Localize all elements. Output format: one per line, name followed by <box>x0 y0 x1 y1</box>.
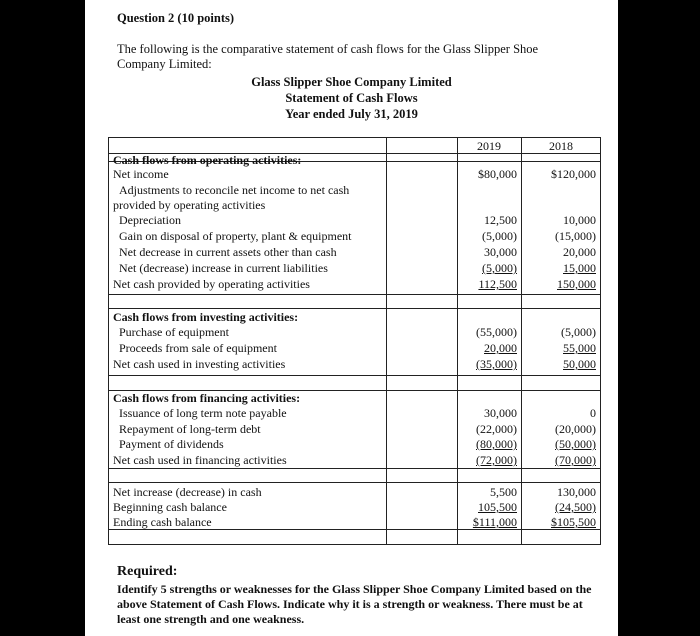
investing-net-label: Net cash used in investing activities <box>113 357 286 371</box>
dividends-2019: (80,000) <box>476 437 517 451</box>
question-intro: The following is the comparative statement of cash flows for the Glass Slipper Shoe Company Limited: <box>117 42 539 71</box>
financing-net-2019: (72,000) <box>476 453 517 467</box>
investing-heading: Cash flows from investing activities: <box>113 310 299 324</box>
current-liabilities-label: Net (decrease) increase in current liabilities <box>119 261 328 275</box>
document-page <box>85 0 618 636</box>
beginning-cash-label: Beginning cash balance <box>113 500 227 514</box>
gain-label: Gain on disposal of property, plant & equipment <box>119 229 352 243</box>
adjustments-label-2: provided by operating activities <box>113 198 266 212</box>
depreciation-label: Depreciation <box>119 213 181 227</box>
depreciation-2019: 12,500 <box>484 213 517 227</box>
repayment-label: Repayment of long-term debt <box>119 422 261 436</box>
ending-cash-2018: $105,500 <box>551 515 596 529</box>
net-income-label: Net income <box>113 167 169 181</box>
current-liabilities-2018: 15,000 <box>563 261 596 275</box>
proceeds-2019: 20,000 <box>484 341 517 355</box>
statement-name: Statement of Cash Flows <box>285 91 418 105</box>
proceeds-label: Proceeds from sale of equipment <box>119 341 277 355</box>
gain-2019: (5,000) <box>482 229 517 243</box>
operating-net-2019: 112,500 <box>478 277 517 291</box>
gain-2018: (15,000) <box>555 229 596 243</box>
purchase-label: Purchase of equipment <box>119 325 229 339</box>
proceeds-2018: 55,000 <box>563 341 596 355</box>
ending-cash-label: Ending cash balance <box>113 515 212 529</box>
operating-net-2018: 150,000 <box>557 277 596 291</box>
net-income-2019: $80,000 <box>478 167 517 181</box>
current-assets-label: Net decrease in current assets other than cash <box>119 245 337 259</box>
required-text: Identify 5 strengths or weaknesses for the Glass Slipper Shoe Company Limited based on the above Statement of Cash Flows. Indicate why it is a strength or weakness. There must be at least one strength and one weakness. <box>117 582 592 626</box>
dividends-2018: (50,000) <box>555 437 596 451</box>
purchase-2018: (5,000) <box>561 325 596 339</box>
issuance-2019: 30,000 <box>484 406 517 420</box>
operating-net-label: Net cash provided by operating activities <box>113 277 310 291</box>
col-2019-header: 2019 <box>477 139 501 153</box>
investing-net-2018: 50,000 <box>563 357 596 371</box>
company-name: Glass Slipper Shoe Company Limited <box>251 75 452 89</box>
cash-flow-table <box>108 137 601 545</box>
net-change-2018: 130,000 <box>557 485 596 499</box>
repayment-2018: (20,000) <box>555 422 596 436</box>
net-change-2019: 5,500 <box>490 485 517 499</box>
ending-cash-2019: $111,000 <box>472 515 517 529</box>
issuance-2018: 0 <box>590 406 596 420</box>
financing-heading: Cash flows from financing activities: <box>113 391 301 405</box>
statement-period: Year ended July 31, 2019 <box>285 107 418 121</box>
current-liabilities-2019: (5,000) <box>482 261 517 275</box>
dividends-label: Payment of dividends <box>119 437 224 451</box>
beginning-cash-2018: (24,500) <box>555 500 596 514</box>
question-title: Question 2 (10 points) <box>117 11 235 25</box>
net-income-2018: $120,000 <box>551 167 596 181</box>
repayment-2019: (22,000) <box>476 422 517 436</box>
current-assets-2018: 20,000 <box>563 245 596 259</box>
issuance-label: Issuance of long term note payable <box>119 406 287 420</box>
financing-net-label: Net cash used in financing activities <box>113 453 287 467</box>
financing-net-2018: (70,000) <box>555 453 596 467</box>
purchase-2019: (55,000) <box>476 325 517 339</box>
operating-heading: Cash flows from operating activities: <box>113 153 302 167</box>
adjustments-label-1: Adjustments to reconcile net income to net cash <box>119 183 350 197</box>
investing-net-2019: (35,000) <box>476 357 517 371</box>
beginning-cash-2019: 105,500 <box>478 500 517 514</box>
net-change-label: Net increase (decrease) in cash <box>113 485 262 499</box>
col-2018-header: 2018 <box>549 139 573 153</box>
depreciation-2018: 10,000 <box>563 213 596 227</box>
required-title: Required: <box>117 564 178 579</box>
current-assets-2019: 30,000 <box>484 245 517 259</box>
